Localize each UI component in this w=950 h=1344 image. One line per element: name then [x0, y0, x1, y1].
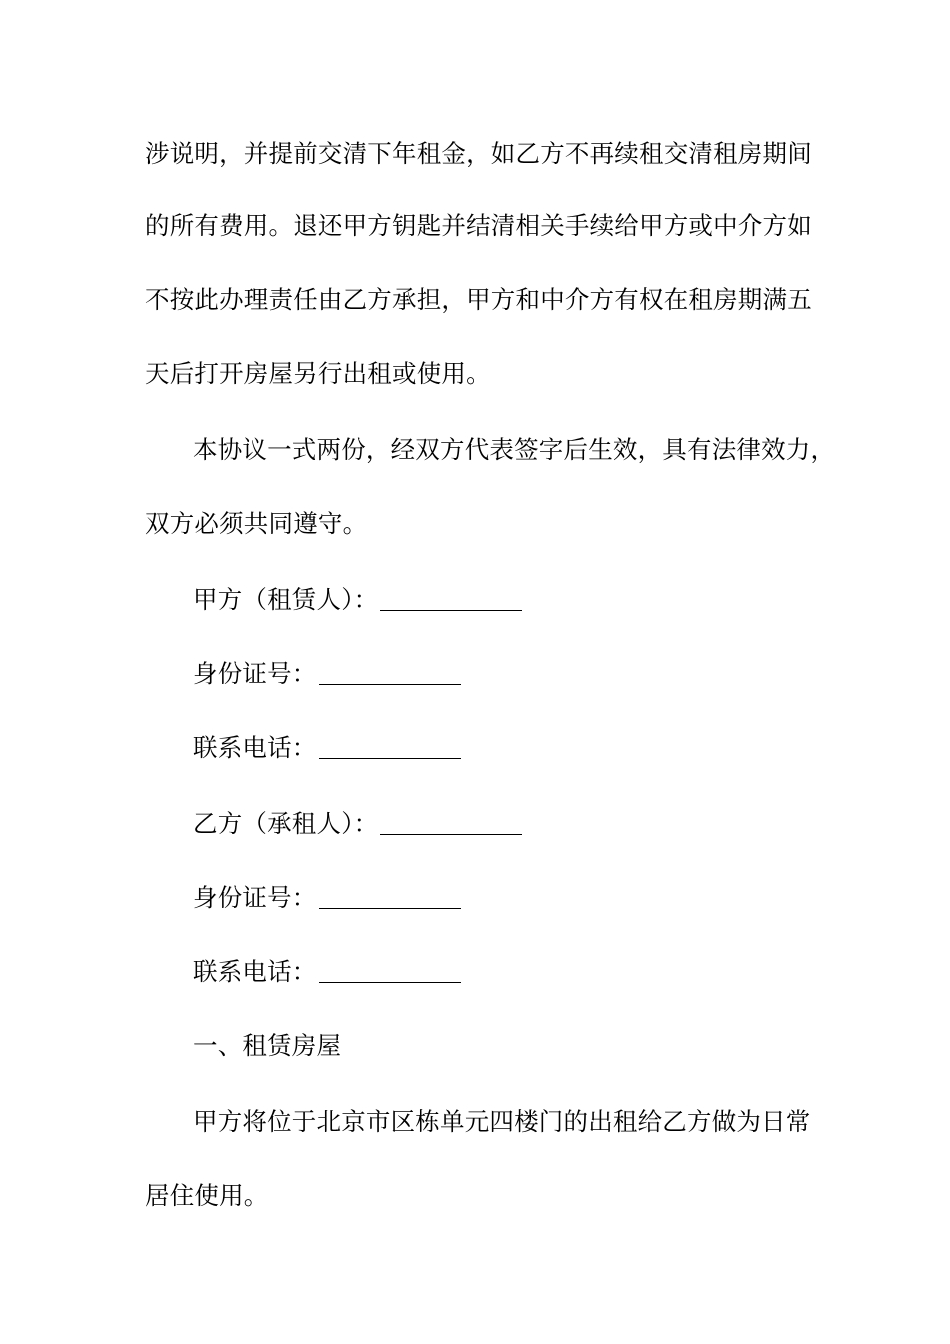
- party-a-id-label: 身份证号：: [193, 659, 317, 688]
- phone-blank: [319, 757, 461, 759]
- paragraph-line: 不按此办理责任由乙方承担，甲方和中介方有权在租房期满五: [145, 285, 812, 314]
- party-a-signature-line: [193, 580, 522, 620]
- paragraph-line: 双方必须共同遵守。: [145, 509, 368, 538]
- paragraph-line: 涉说明，并提前交清下年租金，如乙方不再续租交清租房期间: [145, 139, 812, 168]
- id-blank: [319, 907, 461, 909]
- paragraph-line: 的所有费用。退还甲方钥匙并结清相关手续给甲方或中介方如: [145, 211, 812, 240]
- party-b-phone-label: 联系电话：: [193, 957, 317, 986]
- section-heading: 一、租赁房屋: [193, 1031, 342, 1060]
- paragraph-line: 居住使用。: [145, 1181, 269, 1210]
- paragraph-line: 甲方将位于北京市区栋单元四楼门的出租给乙方做为日常: [193, 1107, 811, 1136]
- party-b-signature-line: [193, 804, 522, 844]
- party-b-id-line: [193, 878, 461, 918]
- party-b-label: 乙方（承租人）：: [193, 809, 379, 838]
- party-a-label: 甲方（租赁人）：: [193, 585, 379, 614]
- party-a-id-line: [193, 654, 461, 694]
- signature-blank: [380, 609, 522, 611]
- paragraph-line: 天后打开房屋另行出租或使用。: [145, 359, 491, 388]
- signature-blank: [380, 833, 522, 835]
- phone-blank: [319, 981, 461, 983]
- party-b-phone-line: [193, 952, 461, 992]
- paragraph-line: 本协议一式两份，经双方代表签字后生效，具有法律效力，: [193, 435, 836, 464]
- party-a-phone-label: 联系电话：: [193, 733, 317, 762]
- id-blank: [319, 683, 461, 685]
- party-a-phone-line: [193, 728, 461, 768]
- party-b-id-label: 身份证号：: [193, 883, 317, 912]
